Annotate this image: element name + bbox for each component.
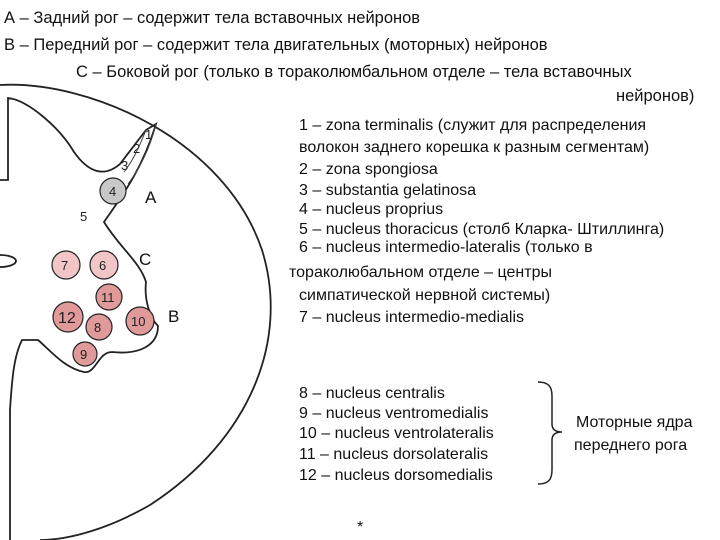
legend-item: тораколюбальном отделе – центры bbox=[289, 264, 552, 281]
nucleus-label-11: 11 bbox=[101, 290, 115, 305]
nucleus-label-4: 4 bbox=[109, 184, 117, 199]
legend-item: 8 – nucleus centralis bbox=[299, 385, 445, 402]
legend-item: 2 – zona spongiosa bbox=[299, 161, 438, 178]
legend-item: 5 – nucleus thoracicus (столб Кларка- Штиллинга) bbox=[299, 221, 665, 238]
legend-item: 12 – nucleus dorsomedialis bbox=[299, 467, 493, 484]
nucleus-label-6: 6 bbox=[99, 258, 107, 273]
legend-item: 7 – nucleus intermedio-medialis bbox=[299, 309, 524, 326]
motor-bracket bbox=[538, 382, 562, 484]
bracket-label-line2: переднего рога bbox=[574, 437, 688, 454]
legend-item: 9 – nucleus ventromedialis bbox=[299, 405, 489, 422]
header-line-b: В – Передний рог – содержит тела двигательных (моторных) нейронов bbox=[4, 36, 548, 54]
legend-item: симпатической нервной системы) bbox=[299, 287, 551, 304]
nucleus-label-1: 1 bbox=[145, 127, 153, 142]
legend-item: 11 – nucleus dorsolateralis bbox=[299, 446, 489, 463]
legend-item: 6 – nucleus intermedio-lateralis (только в bbox=[299, 239, 593, 256]
bracket-label-line1: Моторные ядра bbox=[576, 414, 693, 431]
legend-item: 3 – substantia gelatinosa bbox=[299, 182, 477, 199]
header-line-a: А – Задний рог – содержит тела вставочных нейронов bbox=[4, 9, 421, 27]
nucleus-label-9: 9 bbox=[80, 347, 88, 362]
horn-label-a: A bbox=[145, 188, 157, 207]
nucleus-label-5: 5 bbox=[80, 209, 88, 224]
central-canal bbox=[0, 255, 16, 267]
nucleus-label-10: 10 bbox=[131, 314, 146, 329]
legend-item: 10 – nucleus ventrolateralis bbox=[299, 425, 494, 442]
nucleus-label-8: 8 bbox=[94, 320, 102, 335]
horn-label-c: C bbox=[139, 250, 152, 269]
legend-item: 4 – nucleus proprius bbox=[299, 201, 444, 218]
nucleus-label-7: 7 bbox=[61, 258, 69, 273]
horn-label-b: B bbox=[168, 307, 180, 326]
legend-item: 1 – zona terminalis (служит для распределения bbox=[299, 117, 647, 134]
nucleus-label-2: 2 bbox=[133, 141, 141, 156]
nucleus-label-12: 12 bbox=[58, 310, 76, 327]
legend-item: волокон заднего корешка к разным сегментам) bbox=[299, 139, 650, 156]
nucleus-label-3: 3 bbox=[121, 158, 129, 173]
header-line-c1: С – Боковой рог (только в тораколюмбальном отделе – тела вставочных bbox=[76, 63, 632, 81]
footnote-asterisk: * bbox=[357, 519, 364, 536]
header-line-c2: нейронов) bbox=[616, 87, 695, 105]
